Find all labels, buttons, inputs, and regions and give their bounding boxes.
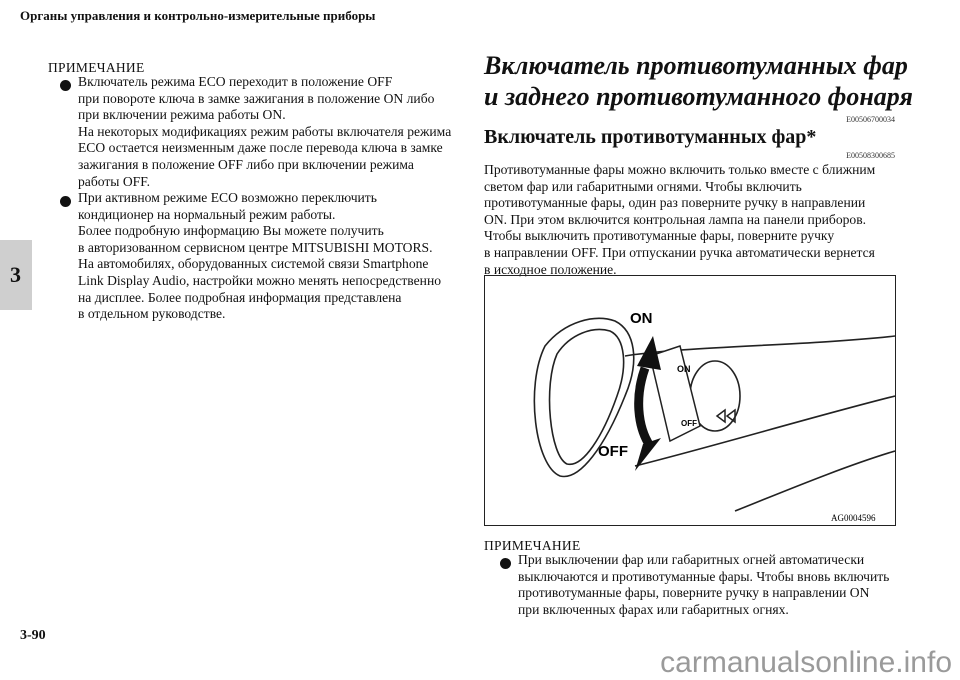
figure-code: AG0004596: [831, 513, 876, 523]
text-line: при включении режима работы ON.: [78, 107, 286, 123]
fog-switch-illustration: [484, 275, 896, 526]
text-line: На некоторых модификациях режим работы включателя режима: [78, 123, 452, 139]
text-line: при включенных фарах или габаритных огнях.: [518, 601, 789, 617]
text-line: Противотуманные фары можно включить только вместе с ближним: [484, 162, 876, 177]
text-line: в отдельном руководстве.: [78, 306, 226, 322]
lever-drawing: [485, 276, 895, 525]
title-line: и заднего противотуманного фонаря: [484, 82, 913, 111]
text-line: Более подробную информацию Вы можете получить: [78, 223, 384, 239]
section-code: E00506700034: [846, 115, 895, 124]
text-line: ECO остается неизменным даже после перевода ключа в замке: [78, 140, 443, 156]
section-body: [484, 162, 875, 278]
text-line: в авторизованном сервисном центре MITSUBISHI MOTORS.: [78, 239, 433, 255]
watermark: carmanualsonline.info: [660, 646, 952, 679]
text-line: противотуманные фары, поверните ручку в направлении ON: [518, 585, 870, 601]
text-line: в направлении OFF. При отпускании ручка автоматически вернется: [484, 244, 875, 260]
subsection-code: E00508300685: [846, 151, 895, 160]
bullet-icon: [60, 80, 71, 91]
text-line: работы OFF.: [78, 173, 151, 189]
note-bullet-1: [78, 74, 451, 190]
note-bullet-2: [78, 190, 441, 323]
label-off: OFF: [598, 443, 628, 460]
title-line: Включатель противотуманных фар: [484, 51, 908, 80]
text-line: в исходное положение.: [484, 261, 617, 277]
text-line: На автомобилях, оборудованных системой связи Smartphone: [78, 256, 429, 272]
text-line: При выключении фар или габаритных огней автоматически: [518, 552, 865, 567]
note-title: ПРИМЕЧАНИЕ: [484, 538, 581, 553]
note-bullet: [518, 552, 889, 618]
bullet-icon: [500, 558, 511, 569]
chapter-tab: [0, 240, 32, 310]
arrow-off-icon: [635, 438, 661, 471]
chapter-number: 3: [10, 262, 21, 287]
text-line: Чтобы выключить противотуманные фары, поверните ручку: [484, 228, 835, 244]
page-number: 3-90: [20, 628, 46, 643]
bullet-icon: [60, 196, 71, 207]
text-line: выключаются и противотуманные фары. Чтобы вновь включить: [518, 568, 890, 584]
text-line: ON. При этом включится контрольная лампа на панели приборов.: [484, 211, 867, 227]
page-header: Органы управления и контрольно-измерительные приборы: [20, 8, 376, 23]
subsection-title: Включатель противотуманных фар*: [484, 126, 817, 148]
label-on: ON: [630, 310, 653, 327]
text-line: противотуманные фары, один раз поверните ручку в направлении: [484, 195, 866, 211]
text-line: Link Display Audio, настройки можно менять непосредственно: [78, 272, 442, 288]
section-title: [484, 50, 913, 112]
text-line: Включатель режима ECO переходит в положение OFF: [78, 74, 393, 89]
text-line: при повороте ключа в замке зажигания в положение ON либо: [78, 90, 435, 106]
text-line: зажигания в положение OFF либо при включении режима: [78, 156, 414, 172]
text-line: При активном режиме ECO возможно переключить: [78, 190, 377, 205]
text-line: на дисплее. Более подробная информация представлена: [78, 289, 402, 305]
text-line: кондиционер на нормальный режим работы.: [78, 206, 336, 222]
text-line: светом фар или габаритными огнями. Чтобы включить: [484, 178, 802, 194]
fog-light-icon: [717, 410, 735, 422]
ring-label-on: ON: [677, 364, 691, 374]
ring-label-off: OFF: [681, 419, 697, 428]
note-title: ПРИМЕЧАНИЕ: [48, 60, 145, 75]
